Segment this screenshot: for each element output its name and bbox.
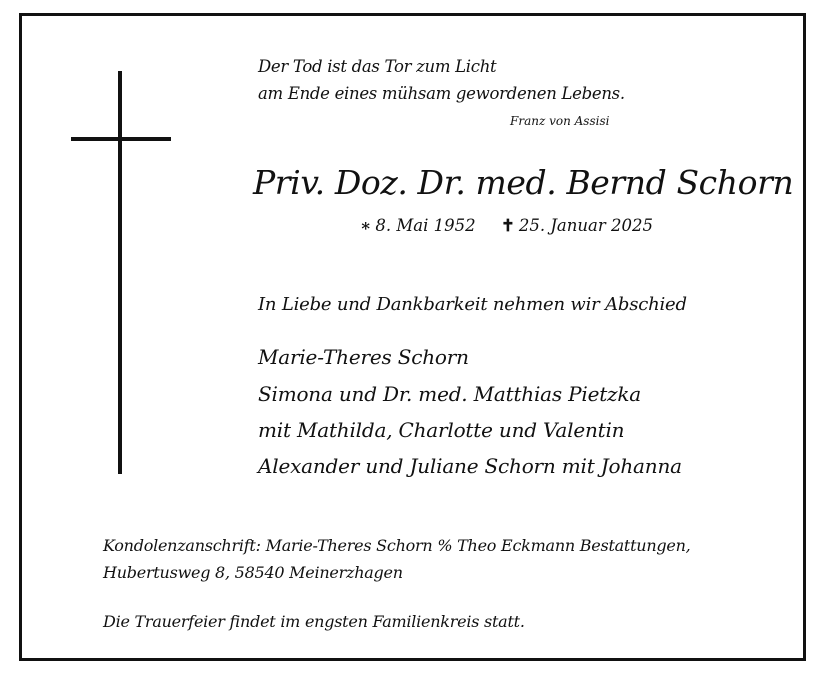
quote-line-1: Der Tod ist das Tor zum Licht: [258, 57, 497, 76]
birth-star-icon: ∗: [360, 216, 372, 235]
farewell-intro: In Liebe und Dankbarkeit nehmen wir Abschied: [258, 294, 687, 315]
death-cross-icon: ✝: [501, 216, 515, 235]
deceased-name: Priv. Doz. Dr. med. Bernd Schorn: [253, 163, 794, 202]
condolence-address-line-2: Hubertusweg 8, 58540 Meinerzhagen: [103, 563, 403, 582]
cross-vertical-bar: [118, 71, 122, 474]
quote-line-2: am Ende eines mühsam gewordenen Lebens.: [258, 84, 625, 103]
mourner-line: Simona und Dr. med. Matthias Pietzka: [258, 382, 642, 406]
birth-date: 8. Mai 1952: [375, 216, 476, 235]
condolence-address-line-1: Kondolenzanschrift: Marie-Theres Schorn % Theo Eckmann Bestattungen,: [103, 536, 691, 555]
mourner-line: Alexander und Juliane Schorn mit Johanna: [258, 454, 682, 478]
cross-horizontal-bar: [71, 137, 171, 141]
birth-date-line: [360, 216, 476, 235]
death-date-line: [501, 216, 653, 235]
quote-author: Franz von Assisi: [510, 114, 610, 128]
mourner-line: mit Mathilda, Charlotte und Valentin: [258, 418, 625, 442]
funeral-note: Die Trauerfeier findet im engsten Familienkreis statt.: [103, 612, 525, 631]
death-date: 25. Januar 2025: [518, 216, 653, 235]
mourner-line: Marie-Theres Schorn: [258, 345, 469, 369]
